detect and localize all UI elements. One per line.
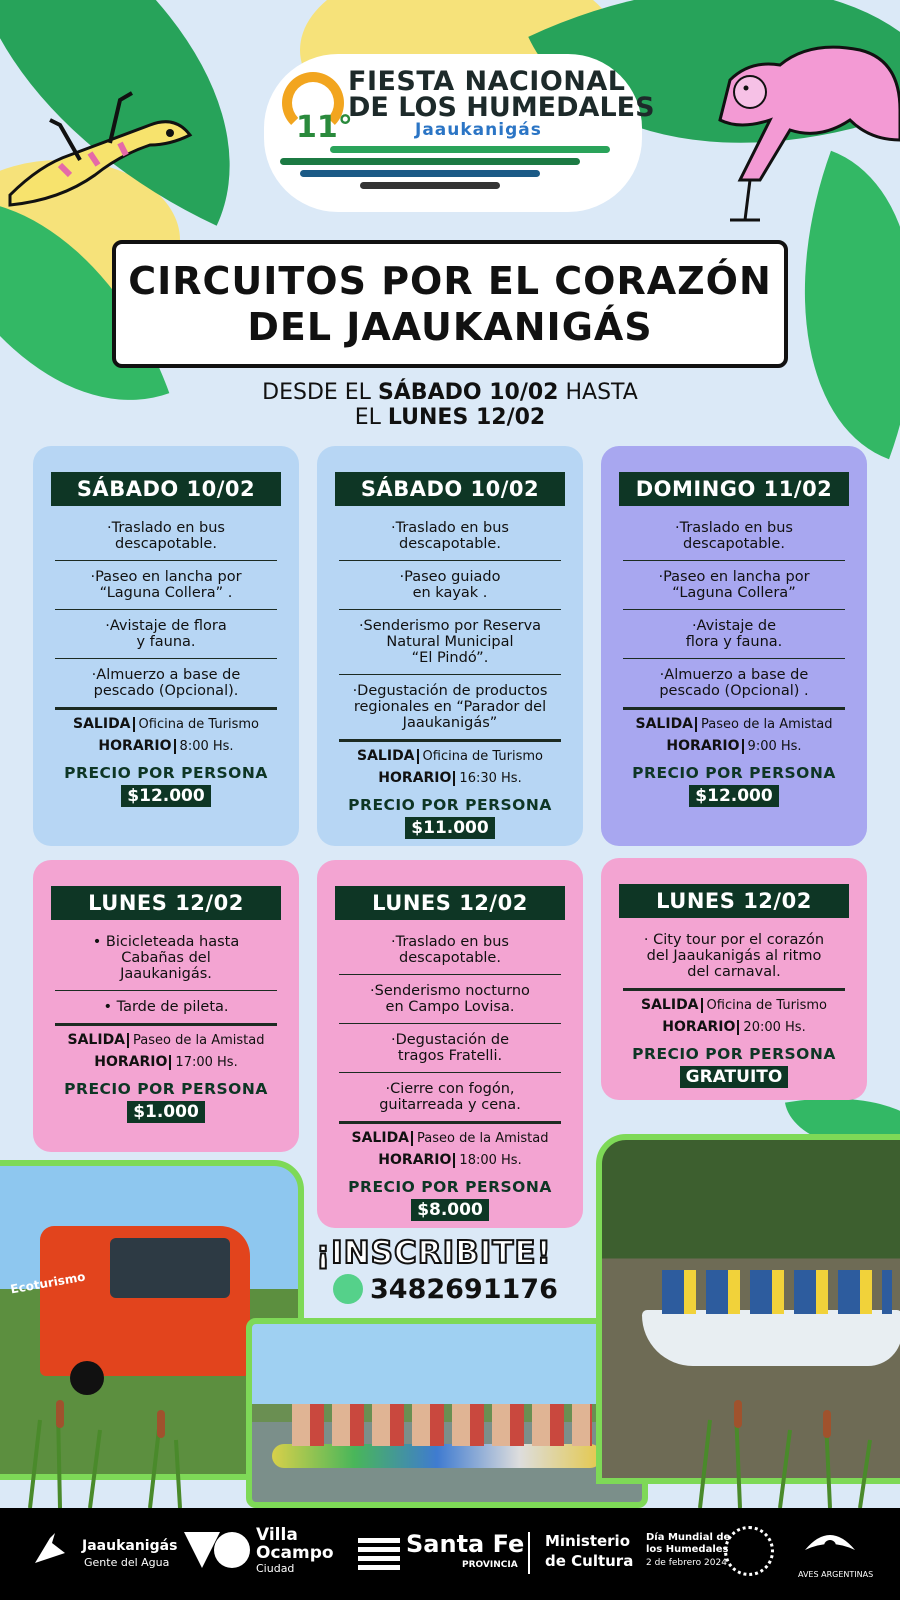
activity-item: ·Almuerzo a base de pescado (Opcional). <box>55 659 277 710</box>
villa-ocampo-line-3: Ciudad <box>256 1562 295 1575</box>
reeds-decoration <box>0 1380 900 1508</box>
schedule-value: 18:00 Hs. <box>453 1153 521 1168</box>
boat-shape <box>642 1310 900 1366</box>
departure-value: Paseo de la Amistad <box>695 717 832 732</box>
schedule-row <box>601 1017 867 1039</box>
activity-item: ·Avistaje de flora y fauna. <box>55 610 277 659</box>
activity-item: ·Paseo guiado en kayak . <box>339 561 561 610</box>
date-start: SÁBADO 10/02 <box>377 380 559 405</box>
day-label: LUNES 12/02 <box>51 886 281 920</box>
price-value: $8.000 <box>411 1199 489 1221</box>
date-text: DESDE EL <box>262 380 378 405</box>
departure-row <box>601 995 867 1017</box>
footer-divider <box>528 1532 530 1574</box>
departure-value: Paseo de la Amistad <box>411 1131 548 1146</box>
price-label: PRECIO POR PERSONA <box>64 764 268 782</box>
ministerio-line-2: de Cultura <box>545 1552 634 1570</box>
activity-item: ·Senderismo nocturno en Campo Lovisa. <box>339 975 561 1024</box>
title-line-2: DEL JAAUKANIGÁS <box>247 305 653 349</box>
bird-icon <box>800 1520 860 1564</box>
price-label: PRECIO POR PERSONA <box>632 764 836 782</box>
price-label: PRECIO POR PERSONA <box>348 796 552 814</box>
schedule-row <box>601 736 867 758</box>
schedule-label: HORARIO <box>378 1152 452 1168</box>
price-value: $1.000 <box>127 1101 205 1123</box>
day-label: DOMINGO 11/02 <box>619 472 849 506</box>
santa-fe-sub: PROVINCIA <box>462 1560 518 1570</box>
logo-line-2a: DE LOS <box>348 92 467 123</box>
departure-row <box>601 714 867 736</box>
bus-label: Ecoturismo <box>9 1269 87 1297</box>
activity-item: ·Degustación de tragos Fratelli. <box>339 1024 561 1073</box>
departure-label: SALIDA <box>641 997 699 1013</box>
logo-line-2b: HUMEDALES <box>466 92 655 123</box>
title-line-1: CIRCUITOS POR EL CORAZÓN <box>128 259 772 303</box>
schedule-label: HORARIO <box>666 738 740 754</box>
activity-item: ·Traslado en bus descapotable. <box>339 512 561 561</box>
tour-card <box>317 860 583 1228</box>
price-value: $12.000 <box>121 785 210 807</box>
boat-people <box>662 1270 892 1314</box>
santa-fe-name: Santa Fe <box>406 1530 525 1558</box>
logo-wave <box>300 170 540 177</box>
departure-value: Oficina de Turismo <box>133 717 259 732</box>
day-label: SÁBADO 10/02 <box>335 472 565 506</box>
schedule-value: 9:00 Hs. <box>742 739 802 754</box>
aves-argentinas-icon <box>800 1520 860 1564</box>
activity-item: ·Senderismo por Reserva Natural Municipal “El Pindó”. <box>339 610 561 675</box>
activity-list <box>623 924 845 991</box>
schedule-value: 17:00 Hs. <box>169 1055 237 1070</box>
schedule-value: 20:00 Hs. <box>737 1020 805 1035</box>
sponsors-footer <box>0 1508 900 1600</box>
santa-fe-icon <box>358 1538 400 1572</box>
heron-icon <box>30 1528 70 1568</box>
day-label: SÁBADO 10/02 <box>51 472 281 506</box>
activity-item: ·Traslado en bus descapotable. <box>339 926 561 975</box>
tour-card <box>601 446 867 846</box>
activity-item: • Tarde de pileta. <box>55 991 277 1026</box>
date-text: HASTA <box>558 380 638 405</box>
price-value: $12.000 <box>689 785 778 807</box>
day-label: LUNES 12/02 <box>619 884 849 918</box>
edition-number: 11° <box>296 110 353 145</box>
activity-item: • Bicicleteada hasta Cabañas del Jaaukanigás. <box>55 926 277 991</box>
departure-row <box>33 1030 299 1052</box>
tour-card <box>33 446 299 846</box>
phone-icon <box>333 1274 363 1304</box>
villa-ocampo-logo <box>184 1530 252 1574</box>
departure-row <box>33 714 299 736</box>
schedule-value: 8:00 Hs. <box>174 739 234 754</box>
jaaukanigas-logo <box>30 1528 70 1568</box>
schedule-row <box>317 768 583 790</box>
departure-row <box>317 1128 583 1150</box>
jaaukanigas-name: Jaaukanigás <box>82 1538 178 1554</box>
activity-item: ·Traslado en bus descapotable. <box>55 512 277 561</box>
activity-item: ·Degustación de productos regionales en “Parador del Jaaukanigás” <box>339 675 561 742</box>
departure-value: Paseo de la Amistad <box>127 1033 264 1048</box>
main-title <box>112 240 788 368</box>
jaaukanigas-tagline: Gente del Agua <box>84 1556 170 1569</box>
departure-label: SALIDA <box>635 716 694 732</box>
price-label: PRECIO POR PERSONA <box>348 1178 552 1196</box>
activity-item: ·Cierre con fogón, guitarreada y cena. <box>339 1073 561 1124</box>
logo-line-3: Jaaukanigás <box>415 120 542 140</box>
phone-number[interactable]: 3482691176 <box>370 1274 558 1305</box>
tour-card <box>601 858 867 1100</box>
dia-humedales-line-2: los Humedales <box>646 1544 729 1555</box>
activity-list <box>339 926 561 1124</box>
ministerio-line-1: Ministerio <box>545 1532 631 1550</box>
schedule-row <box>317 1150 583 1172</box>
schedule-value: 16:30 Hs. <box>453 771 521 786</box>
signup-call-to-action: ¡INSCRIBITE! <box>316 1235 552 1271</box>
monkey-illustration <box>690 20 900 230</box>
activity-item: ·Avistaje de flora y fauna. <box>623 610 845 659</box>
price-label: PRECIO POR PERSONA <box>632 1045 836 1063</box>
price-label: PRECIO POR PERSONA <box>64 1080 268 1098</box>
villa-ocampo-line-2: Ocampo <box>256 1543 334 1563</box>
tour-card <box>33 860 299 1152</box>
dia-humedales-line-3: 2 de febrero 2024 <box>646 1558 727 1568</box>
villa-ocampo-line-1: Villa <box>256 1525 298 1545</box>
schedule-label: HORARIO <box>378 770 452 786</box>
departure-label: SALIDA <box>73 716 131 732</box>
departure-label: SALIDA <box>357 748 415 764</box>
logo-wave <box>280 158 580 165</box>
date-end: LUNES 12/02 <box>387 405 546 430</box>
schedule-label: HORARIO <box>98 738 172 754</box>
departure-row <box>317 746 583 768</box>
departure-label: SALIDA <box>351 1130 410 1146</box>
activity-list <box>339 512 561 742</box>
date-text: EL <box>354 405 388 430</box>
logo-wave <box>330 146 610 153</box>
tour-card <box>317 446 583 846</box>
logo-line-1: FIESTA NACIONAL <box>348 66 626 97</box>
price-value: GRATUITO <box>680 1066 789 1088</box>
vo-icon <box>184 1530 252 1570</box>
price-value: $11.000 <box>405 817 494 839</box>
departure-value: Oficina de Turismo <box>701 998 827 1013</box>
schedule-label: HORARIO <box>94 1054 168 1070</box>
departure-label: SALIDA <box>67 1032 126 1048</box>
activity-list <box>55 512 277 710</box>
bus-window <box>110 1238 230 1298</box>
departure-value: Oficina de Turismo <box>417 749 543 764</box>
activity-item: ·Almuerzo a base de pescado (Opcional) . <box>623 659 845 710</box>
date-range <box>0 380 900 430</box>
schedule-row <box>33 736 299 758</box>
humedales-circle-icon <box>724 1526 774 1576</box>
activity-item: · City tour por el corazón del Jaaukanigás al ritmo del carnaval. <box>623 924 845 991</box>
activity-list <box>623 512 845 710</box>
logo-wave <box>360 182 500 189</box>
activity-item: ·Paseo en lancha por “Laguna Collera” . <box>55 561 277 610</box>
schedule-label: HORARIO <box>662 1019 736 1035</box>
logo-line-2 <box>348 92 655 123</box>
dia-humedales-line-1: Día Mundial de <box>646 1532 731 1543</box>
lizard-illustration <box>0 45 200 215</box>
activity-item: ·Traslado en bus descapotable. <box>623 512 845 561</box>
activity-item: ·Paseo en lancha por “Laguna Collera” <box>623 561 845 610</box>
schedule-row <box>33 1052 299 1074</box>
activity-list <box>55 926 277 1026</box>
aves-argentinas-name: AVES ARGENTINAS <box>798 1570 874 1579</box>
day-label: LUNES 12/02 <box>335 886 565 920</box>
